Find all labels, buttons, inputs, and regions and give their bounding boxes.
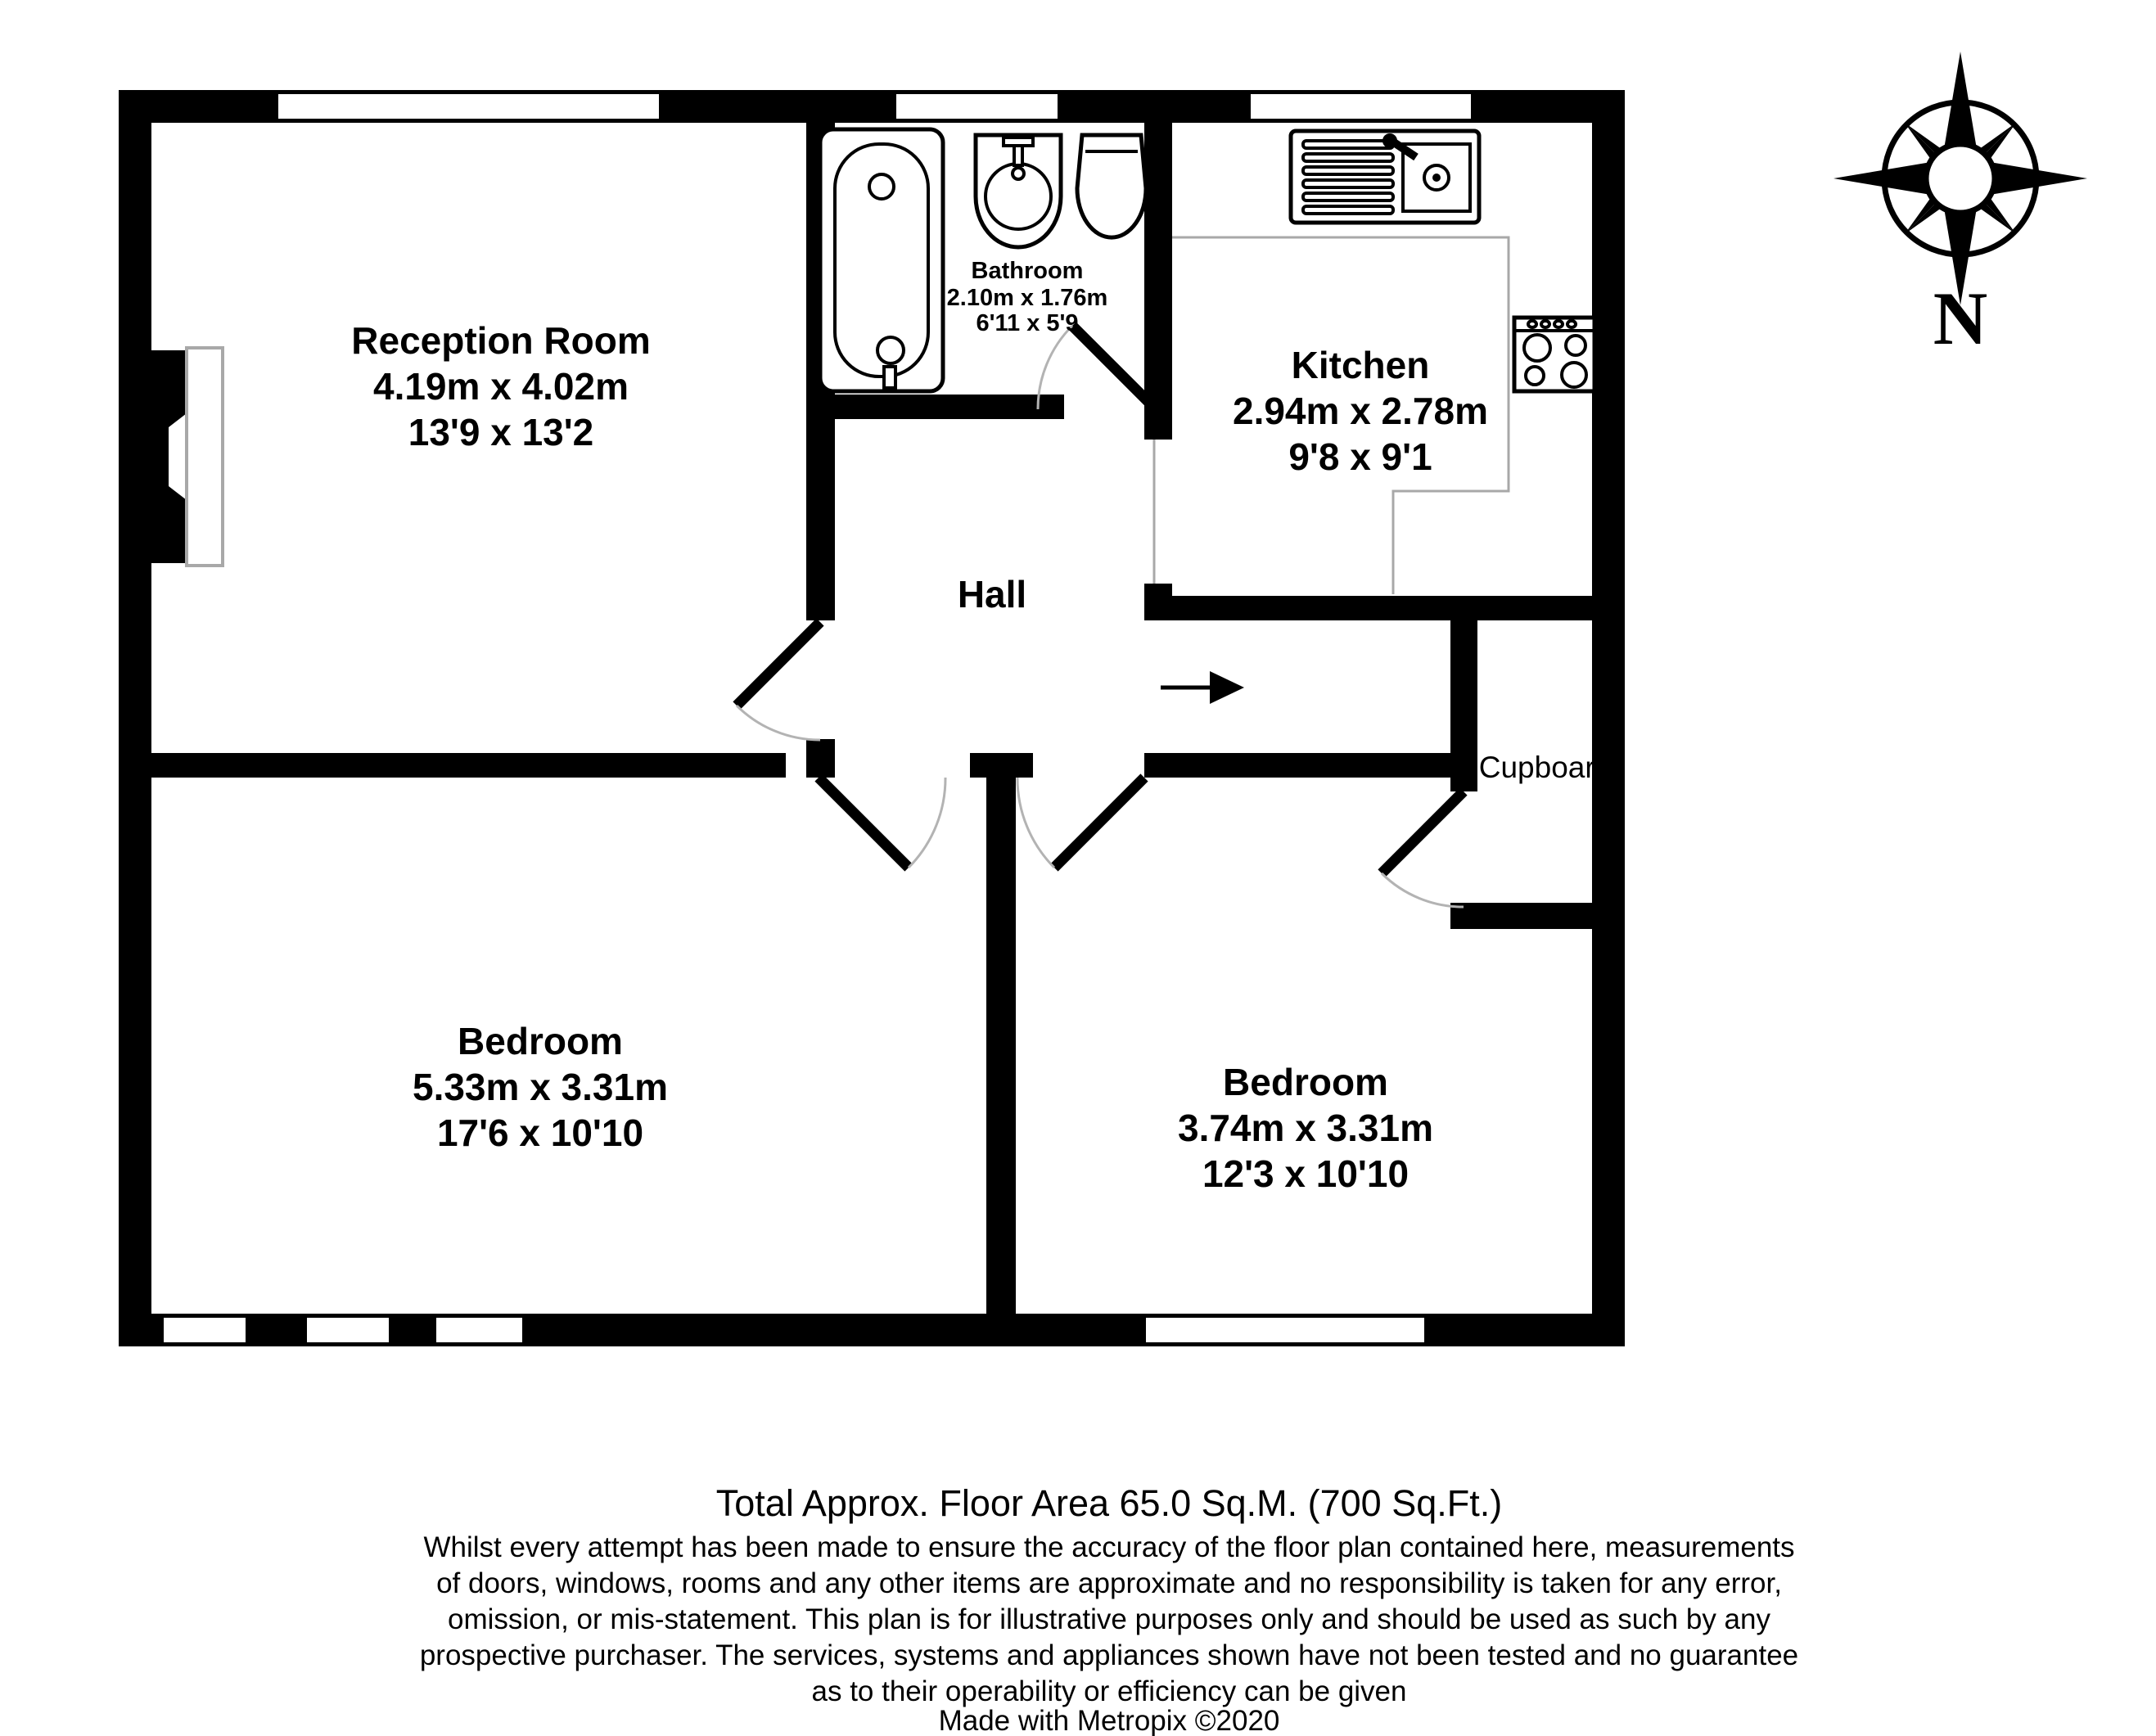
window-bedroom2 [1146,1318,1424,1342]
svg-text:9'8 x 9'1: 9'8 x 9'1 [1288,435,1432,478]
svg-text:Reception Room: Reception Room [351,319,651,362]
bedroom1-label [413,1020,668,1154]
wall-bathroom-kitchen [1144,123,1172,440]
door-cupboard [1382,791,1464,907]
svg-text:5.33m x 3.31m: 5.33m x 3.31m [412,1066,669,1108]
door-bedroom2 [1017,778,1144,868]
bathtub-icon [820,129,943,391]
wall-hall-bedroom1 [151,753,786,778]
door-bedroom1 [819,778,945,868]
bathroom-label [947,258,1108,336]
outer-wall-left [119,90,151,1346]
svg-text:4.19m x 4.02m: 4.19m x 4.02m [372,365,629,408]
window-bathroom [896,94,1058,119]
outer-wall-right [1592,90,1625,1346]
toilet-icon [1077,135,1146,237]
svg-text:3.74m x 3.31m: 3.74m x 3.31m [1177,1107,1434,1149]
chimney-breast [151,350,187,563]
wall-reception-door-stub [806,739,835,778]
svg-text:Bathroom: Bathroom [971,258,1084,284]
wall-bedroom-divider [986,753,1016,1314]
total-area-label: Total Approx. Floor Area 65.0 Sq.M. (700 Sq.Ft.) [715,1482,1503,1524]
basin-icon [976,135,1061,247]
door-reception [737,622,820,740]
disclaimer-line: omission, or mis-statement. This plan is for illustrative purposes only and should be used as such by any [448,1603,1770,1635]
footer [420,1482,1798,1736]
wall-cupboard-bottom [1450,903,1625,929]
wall-bathroom-bottom [806,395,1064,419]
disclaimer-line: of doors, windows, rooms and any other items are approximate and no responsibility is taken for any error, [436,1567,1782,1599]
svg-text:Kitchen: Kitchen [1291,344,1430,386]
svg-text:13'9 x 13'2: 13'9 x 13'2 [408,411,594,453]
svg-text:2.94m x 2.78m: 2.94m x 2.78m [1232,390,1489,432]
window-reception [278,94,659,119]
svg-text:6'11 x 5'9: 6'11 x 5'9 [976,310,1079,336]
kitchen-label [1233,344,1488,478]
disclaimer-line: prospective purchaser. The services, systems and appliances shown have not been tested and no guarantee [419,1639,1799,1671]
wall-cupboard-left [1450,610,1477,791]
wall-kitchen-bottom [1144,596,1625,620]
hall-label: Hall [957,573,1027,615]
window-bedroom1-c [436,1318,522,1342]
wall-kitchen-stub [1144,584,1172,597]
bedroom2-label [1178,1061,1433,1195]
svg-text:Bedroom: Bedroom [458,1020,623,1062]
svg-text:2.10m x 1.76m: 2.10m x 1.76m [946,285,1108,311]
window-kitchen [1251,94,1471,119]
entrance-arrow-icon [1161,671,1244,704]
sink-unit-icon [1291,131,1479,223]
window-bedroom1-b [307,1318,389,1342]
hearth-icon [187,348,223,566]
window-bedroom1-a [164,1318,246,1342]
svg-text:17'6 x 10'10: 17'6 x 10'10 [436,1111,644,1154]
disclaimer-line: as to their operability or efficiency can be given [811,1675,1407,1707]
wall-hall-bedroom2 [1144,753,1477,778]
north-label: N [1933,277,1988,360]
disclaimer-line: Whilst every attempt has been made to ensure the accuracy of the floor plan contained here, measurements [423,1531,1795,1563]
reception-room-label [351,319,650,453]
svg-text:12'3 x 10'10: 12'3 x 10'10 [1202,1152,1410,1195]
svg-text:Bedroom: Bedroom [1223,1061,1388,1103]
credit-label: Made with Metropix ©2020 [938,1705,1280,1736]
compass-icon [1834,52,2087,360]
stove-icon [1514,318,1594,391]
cupboard-label: Cupboard [1478,751,1612,784]
